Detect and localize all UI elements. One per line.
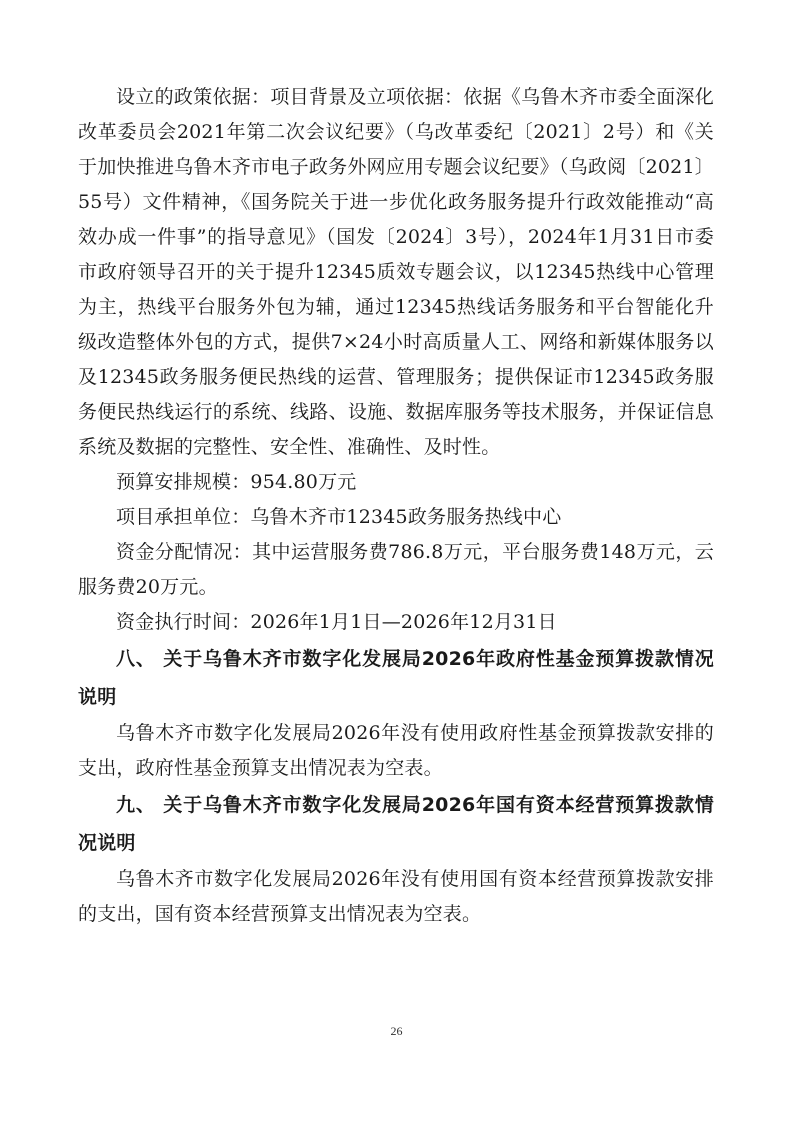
section-9-body: 乌鲁木齐市数字化发展局2026年没有使用国有资本经营预算拨款安排的支出，国有资本经营预算支出情况表为空表。 [78, 868, 714, 925]
budget-scale-paragraph: 预算安排规模：954.80万元 [116, 471, 357, 493]
section-8-heading: 八、 关于乌鲁木齐市数字化发展局2026年政府性基金预算拨款情况说明 [78, 648, 714, 708]
execution-time-paragraph: 资金执行时间：2026年1月1日—2026年12月31日 [116, 611, 557, 633]
document-page [78, 80, 714, 932]
policy-basis-paragraph: 设立的政策依据：项目背景及立项依据：依据《乌鲁木齐市委全面深化改革委员会2021年第二次会议纪要》（乌改革委纪〔2021〕2号）和《关于加快推进乌鲁木齐市电子政务外网应用专题会议纪要》（乌政阅〔2021〕55号）文件精神，《国务院关于进一步优化政务服务提升行政效能推动“高效办成一件事”的指导意见》（国发〔2024〕3号），2024年1月31日市委市政府领导召开的关于提升12345质效专题会议，以12345热线中心管理为主，热线平台服务外包为辅，通过12345热线话务服务和平台智能化升级改造整体外包的方式，提供7×24小时高质量人工、网络和新媒体服务以及12345政务服务便民热线的运营、管理服务；提供保证市12345政务服务便民热线运行的系统、线路、设施、数据库服务等技术服务，并保证信息系统及数据的完整性、安全性、准确性、及时性。 [78, 86, 714, 458]
fund-allocation-paragraph: 资金分配情况：其中运营服务费786.8万元，平台服务费148万元，云服务费20万元。 [78, 541, 714, 598]
section-8-body: 乌鲁木齐市数字化发展局2026年没有使用政府性基金预算拨款安排的支出，政府性基金预算支出情况表为空表。 [78, 722, 714, 779]
undertaking-unit-paragraph: 项目承担单位：乌鲁木齐市12345政务服务热线中心 [116, 506, 562, 528]
page-number: 26 [390, 1024, 403, 1038]
section-9-heading: 九、 关于乌鲁木齐市数字化发展局2026年国有资本经营预算拨款情况说明 [78, 794, 714, 854]
